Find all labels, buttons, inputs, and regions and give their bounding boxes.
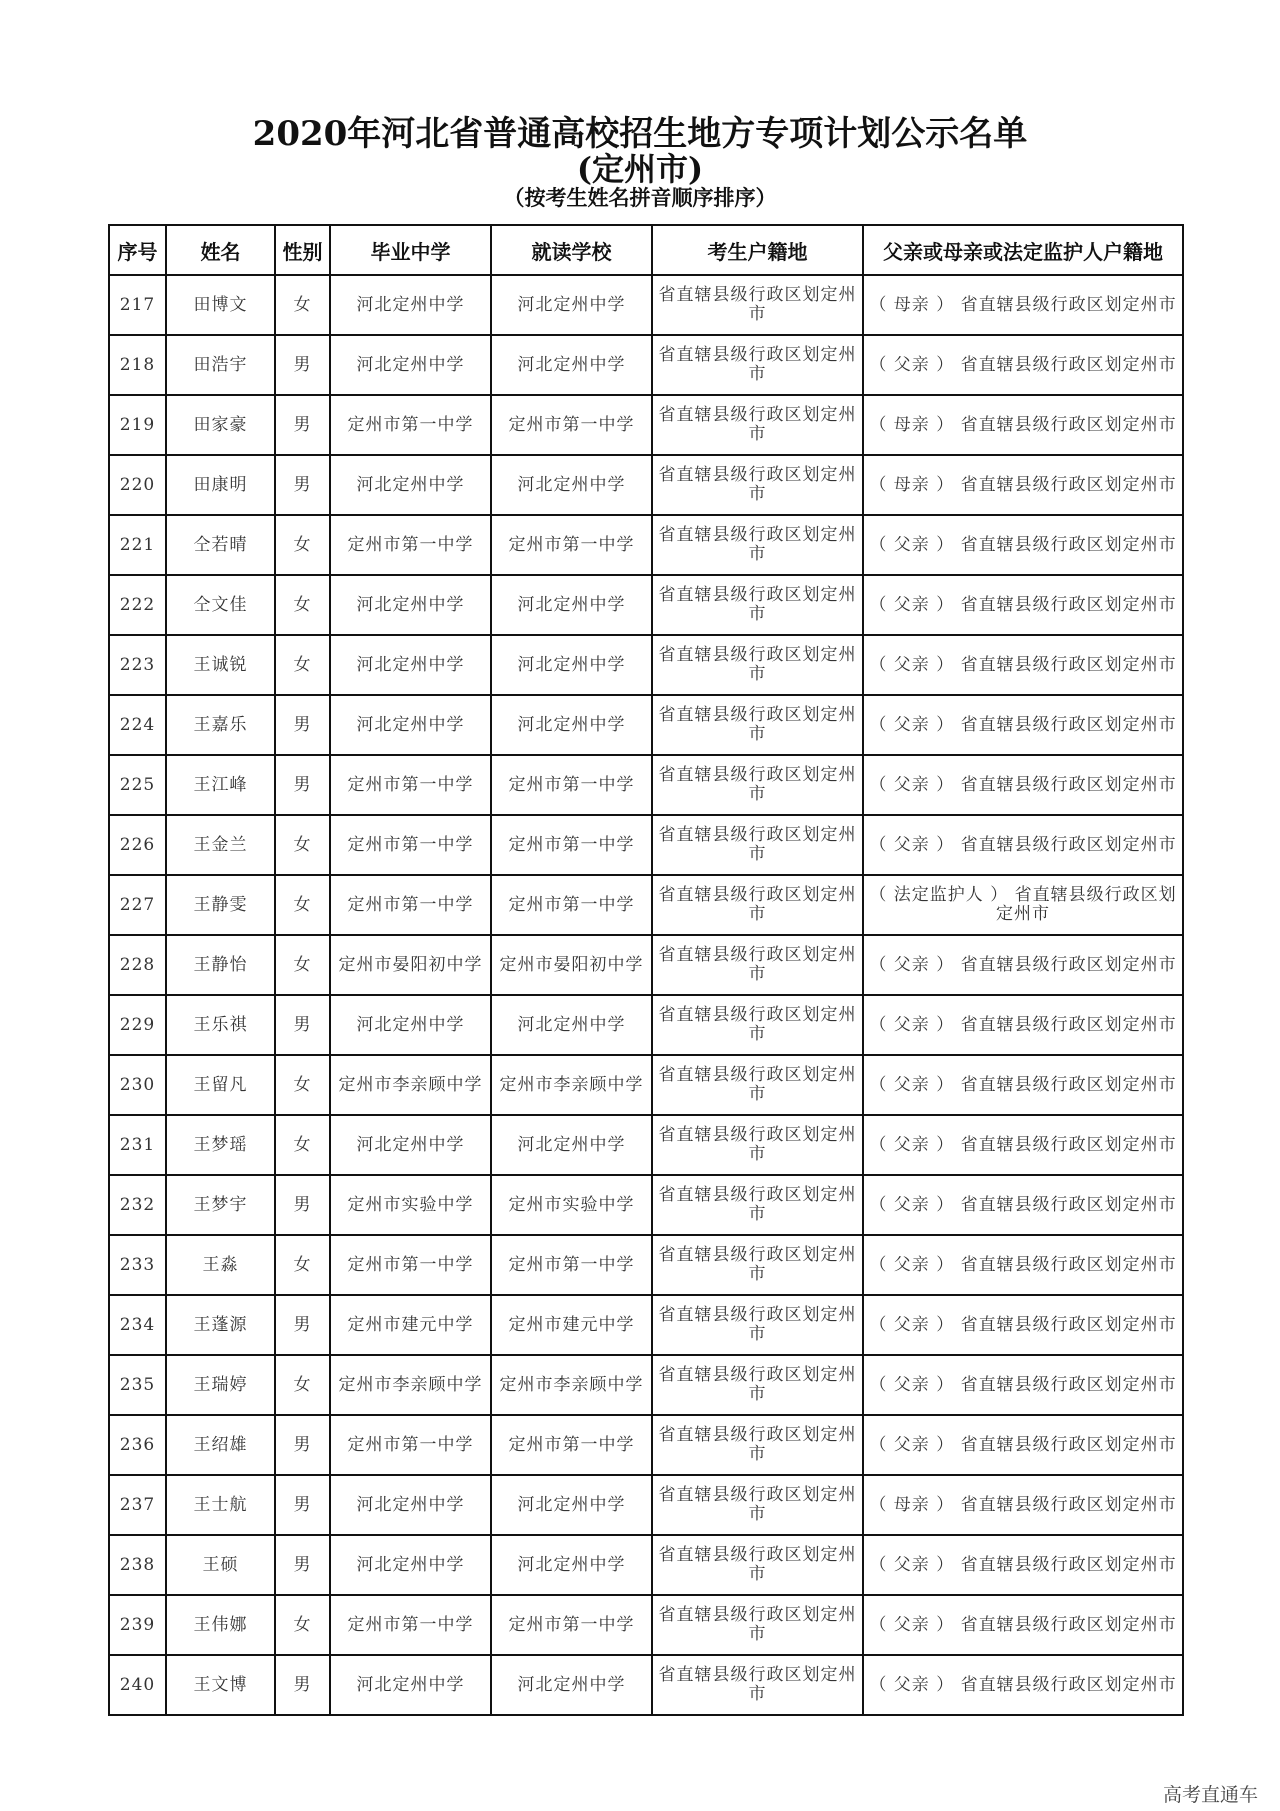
cell-index: 232	[109, 1175, 166, 1235]
cell-gender: 女	[275, 1055, 330, 1115]
cell-household: 省直辖县级行政区划定州市	[652, 1535, 863, 1595]
cell-current-school: 定州市李亲顾中学	[491, 1355, 652, 1415]
cell-name: 仝若晴	[166, 515, 275, 575]
cell-current-school: 河北定州中学	[491, 1655, 652, 1715]
cell-current-school: 河北定州中学	[491, 335, 652, 395]
cell-guardian-household: （ 父亲 ） 省直辖县级行政区划定州市	[863, 1055, 1183, 1115]
cell-current-school: 定州市第一中学	[491, 1235, 652, 1295]
cell-name: 王江峰	[166, 755, 275, 815]
cell-guardian-household: （ 父亲 ） 省直辖县级行政区划定州市	[863, 1535, 1183, 1595]
cell-gender: 男	[275, 995, 330, 1055]
cell-gender: 男	[275, 395, 330, 455]
cell-graduated-school: 定州市第一中学	[330, 755, 491, 815]
cell-household: 省直辖县级行政区划定州市	[652, 275, 863, 335]
cell-household: 省直辖县级行政区划定州市	[652, 1475, 863, 1535]
table-header-row	[109, 225, 1183, 275]
table-row	[109, 635, 1183, 695]
cell-gender: 男	[275, 335, 330, 395]
cell-gender: 女	[275, 1355, 330, 1415]
cell-household: 省直辖县级行政区划定州市	[652, 875, 863, 935]
table-row	[109, 815, 1183, 875]
cell-graduated-school: 定州市第一中学	[330, 1595, 491, 1655]
table-row	[109, 395, 1183, 455]
table-row	[109, 1595, 1183, 1655]
cell-graduated-school: 河北定州中学	[330, 1475, 491, 1535]
cell-index: 227	[109, 875, 166, 935]
cell-household: 省直辖县级行政区划定州市	[652, 995, 863, 1055]
table-row	[109, 1475, 1183, 1535]
cell-gender: 女	[275, 875, 330, 935]
col-header-graduated-school: 毕业中学	[330, 225, 491, 275]
cell-gender: 男	[275, 1655, 330, 1715]
cell-gender: 女	[275, 1595, 330, 1655]
cell-household: 省直辖县级行政区划定州市	[652, 635, 863, 695]
cell-index: 231	[109, 1115, 166, 1175]
cell-household: 省直辖县级行政区划定州市	[652, 755, 863, 815]
cell-household: 省直辖县级行政区划定州市	[652, 1415, 863, 1475]
cell-index: 236	[109, 1415, 166, 1475]
cell-index: 224	[109, 695, 166, 755]
cell-gender: 女	[275, 1115, 330, 1175]
cell-name: 王梦瑶	[166, 1115, 275, 1175]
cell-current-school: 定州市第一中学	[491, 875, 652, 935]
table-row	[109, 1415, 1183, 1475]
cell-household: 省直辖县级行政区划定州市	[652, 575, 863, 635]
cell-index: 226	[109, 815, 166, 875]
cell-name: 王金兰	[166, 815, 275, 875]
cell-guardian-household: （ 父亲 ） 省直辖县级行政区划定州市	[863, 755, 1183, 815]
cell-gender: 男	[275, 455, 330, 515]
cell-index: 218	[109, 335, 166, 395]
cell-graduated-school: 定州市李亲顾中学	[330, 1355, 491, 1415]
cell-current-school: 河北定州中学	[491, 1115, 652, 1175]
cell-household: 省直辖县级行政区划定州市	[652, 935, 863, 995]
cell-guardian-household: （ 父亲 ） 省直辖县级行政区划定州市	[863, 515, 1183, 575]
cell-current-school: 河北定州中学	[491, 575, 652, 635]
document-subtitle: (定州市)	[576, 150, 704, 188]
cell-name: 田浩宇	[166, 335, 275, 395]
cell-guardian-household: （ 父亲 ） 省直辖县级行政区划定州市	[863, 935, 1183, 995]
cell-gender: 女	[275, 635, 330, 695]
cell-current-school: 定州市实验中学	[491, 1175, 652, 1235]
cell-index: 229	[109, 995, 166, 1055]
col-header-guardian-household: 父亲或母亲或法定监护人户籍地	[863, 225, 1183, 275]
cell-current-school: 河北定州中学	[491, 995, 652, 1055]
cell-guardian-household: （ 父亲 ） 省直辖县级行政区划定州市	[863, 1295, 1183, 1355]
col-header-name: 姓名	[166, 225, 275, 275]
cell-guardian-household: （ 母亲 ） 省直辖县级行政区划定州市	[863, 395, 1183, 455]
cell-name: 王蓬源	[166, 1295, 275, 1355]
cell-current-school: 河北定州中学	[491, 635, 652, 695]
cell-current-school: 定州市第一中学	[491, 1415, 652, 1475]
cell-guardian-household: （ 母亲 ） 省直辖县级行政区划定州市	[863, 1475, 1183, 1535]
cell-current-school: 定州市第一中学	[491, 515, 652, 575]
cell-graduated-school: 河北定州中学	[330, 1655, 491, 1715]
cell-household: 省直辖县级行政区划定州市	[652, 1655, 863, 1715]
cell-guardian-household: （ 母亲 ） 省直辖县级行政区划定州市	[863, 455, 1183, 515]
cell-name: 王绍雄	[166, 1415, 275, 1475]
cell-current-school: 定州市第一中学	[491, 755, 652, 815]
cell-index: 222	[109, 575, 166, 635]
cell-current-school: 定州市第一中学	[491, 815, 652, 875]
cell-graduated-school: 河北定州中学	[330, 575, 491, 635]
cell-gender: 男	[275, 695, 330, 755]
cell-graduated-school: 定州市第一中学	[330, 1415, 491, 1475]
cell-graduated-school: 河北定州中学	[330, 335, 491, 395]
cell-gender: 女	[275, 815, 330, 875]
cell-index: 239	[109, 1595, 166, 1655]
cell-guardian-household: （ 父亲 ） 省直辖县级行政区划定州市	[863, 575, 1183, 635]
col-header-current-school: 就读学校	[491, 225, 652, 275]
cell-household: 省直辖县级行政区划定州市	[652, 1355, 863, 1415]
cell-guardian-household: （ 父亲 ） 省直辖县级行政区划定州市	[863, 995, 1183, 1055]
cell-name: 王留凡	[166, 1055, 275, 1115]
cell-guardian-household: （ 父亲 ） 省直辖县级行政区划定州市	[863, 335, 1183, 395]
table-row	[109, 935, 1183, 995]
cell-household: 省直辖县级行政区划定州市	[652, 335, 863, 395]
cell-name: 王诚锐	[166, 635, 275, 695]
table-row	[109, 755, 1183, 815]
cell-guardian-household: （ 父亲 ） 省直辖县级行政区划定州市	[863, 1595, 1183, 1655]
sort-note: （按考生姓名拼音顺序排序）	[503, 185, 777, 210]
cell-household: 省直辖县级行政区划定州市	[652, 1175, 863, 1235]
cell-index: 219	[109, 395, 166, 455]
cell-gender: 男	[275, 1475, 330, 1535]
cell-graduated-school: 定州市晏阳初中学	[330, 935, 491, 995]
table-row	[109, 1535, 1183, 1595]
cell-guardian-household: （ 法定监护人 ） 省直辖县级行政区划定州市	[863, 875, 1183, 935]
col-header-index: 序号	[109, 225, 166, 275]
cell-current-school: 河北定州中学	[491, 275, 652, 335]
cell-graduated-school: 定州市第一中学	[330, 815, 491, 875]
cell-graduated-school: 河北定州中学	[330, 1535, 491, 1595]
cell-index: 234	[109, 1295, 166, 1355]
cell-current-school: 定州市第一中学	[491, 395, 652, 455]
cell-name: 王静怡	[166, 935, 275, 995]
cell-gender: 男	[275, 1535, 330, 1595]
cell-household: 省直辖县级行政区划定州市	[652, 1235, 863, 1295]
cell-gender: 女	[275, 575, 330, 635]
col-header-household: 考生户籍地	[652, 225, 863, 275]
cell-current-school: 定州市晏阳初中学	[491, 935, 652, 995]
cell-name: 王士航	[166, 1475, 275, 1535]
cell-name: 王硕	[166, 1535, 275, 1595]
cell-guardian-household: （ 父亲 ） 省直辖县级行政区划定州市	[863, 635, 1183, 695]
cell-graduated-school: 定州市实验中学	[330, 1175, 491, 1235]
cell-gender: 男	[275, 755, 330, 815]
cell-graduated-school: 河北定州中学	[330, 1115, 491, 1175]
table-row	[109, 1295, 1183, 1355]
col-header-gender: 性别	[275, 225, 330, 275]
cell-household: 省直辖县级行政区划定州市	[652, 1115, 863, 1175]
cell-household: 省直辖县级行政区划定州市	[652, 1295, 863, 1355]
cell-index: 233	[109, 1235, 166, 1295]
cell-gender: 女	[275, 515, 330, 575]
cell-name: 王嘉乐	[166, 695, 275, 755]
cell-index: 225	[109, 755, 166, 815]
cell-index: 228	[109, 935, 166, 995]
cell-index: 235	[109, 1355, 166, 1415]
cell-name: 王梦宇	[166, 1175, 275, 1235]
cell-graduated-school: 定州市第一中学	[330, 875, 491, 935]
cell-household: 省直辖县级行政区划定州市	[652, 815, 863, 875]
cell-name: 仝文佳	[166, 575, 275, 635]
cell-guardian-household: （ 父亲 ） 省直辖县级行政区划定州市	[863, 1175, 1183, 1235]
watermark: 高考直通车	[1162, 1784, 1258, 1806]
table-row	[109, 1175, 1183, 1235]
cell-graduated-school: 定州市建元中学	[330, 1295, 491, 1355]
cell-household: 省直辖县级行政区划定州市	[652, 455, 863, 515]
cell-guardian-household: （ 母亲 ） 省直辖县级行政区划定州市	[863, 275, 1183, 335]
cell-graduated-school: 定州市第一中学	[330, 1235, 491, 1295]
cell-guardian-household: （ 父亲 ） 省直辖县级行政区划定州市	[863, 1355, 1183, 1415]
cell-graduated-school: 河北定州中学	[330, 455, 491, 515]
cell-current-school: 河北定州中学	[491, 695, 652, 755]
cell-graduated-school: 定州市第一中学	[330, 395, 491, 455]
cell-index: 230	[109, 1055, 166, 1115]
cell-gender: 男	[275, 1415, 330, 1475]
cell-current-school: 定州市第一中学	[491, 1595, 652, 1655]
cell-name: 王文博	[166, 1655, 275, 1715]
cell-household: 省直辖县级行政区划定州市	[652, 1595, 863, 1655]
table-row	[109, 1655, 1183, 1715]
roster-table	[108, 224, 1184, 1716]
cell-name: 王静雯	[166, 875, 275, 935]
cell-graduated-school: 定州市第一中学	[330, 515, 491, 575]
cell-current-school: 定州市李亲顾中学	[491, 1055, 652, 1115]
cell-name: 田博文	[166, 275, 275, 335]
cell-gender: 女	[275, 275, 330, 335]
cell-gender: 女	[275, 1235, 330, 1295]
table-row	[109, 275, 1183, 335]
table-row	[109, 1055, 1183, 1115]
cell-index: 240	[109, 1655, 166, 1715]
cell-graduated-school: 河北定州中学	[330, 275, 491, 335]
cell-graduated-school: 定州市李亲顾中学	[330, 1055, 491, 1115]
table-row	[109, 575, 1183, 635]
table-row	[109, 515, 1183, 575]
cell-gender: 男	[275, 1175, 330, 1235]
cell-household: 省直辖县级行政区划定州市	[652, 695, 863, 755]
cell-graduated-school: 河北定州中学	[330, 635, 491, 695]
cell-index: 220	[109, 455, 166, 515]
cell-graduated-school: 河北定州中学	[330, 995, 491, 1055]
cell-index: 223	[109, 635, 166, 695]
table-row	[109, 1115, 1183, 1175]
cell-gender: 男	[275, 1295, 330, 1355]
cell-name: 田家豪	[166, 395, 275, 455]
cell-index: 238	[109, 1535, 166, 1595]
table-row	[109, 875, 1183, 935]
cell-current-school: 河北定州中学	[491, 1475, 652, 1535]
cell-index: 237	[109, 1475, 166, 1535]
cell-guardian-household: （ 父亲 ） 省直辖县级行政区划定州市	[863, 1115, 1183, 1175]
table-row	[109, 695, 1183, 755]
cell-current-school: 河北定州中学	[491, 1535, 652, 1595]
table-row	[109, 1235, 1183, 1295]
cell-index: 221	[109, 515, 166, 575]
cell-name: 王伟娜	[166, 1595, 275, 1655]
cell-name: 田康明	[166, 455, 275, 515]
table-row	[109, 335, 1183, 395]
cell-name: 王乐祺	[166, 995, 275, 1055]
cell-guardian-household: （ 父亲 ） 省直辖县级行政区划定州市	[863, 1655, 1183, 1715]
cell-current-school: 定州市建元中学	[491, 1295, 652, 1355]
cell-name: 王淼	[166, 1235, 275, 1295]
cell-name: 王瑞婷	[166, 1355, 275, 1415]
cell-household: 省直辖县级行政区划定州市	[652, 395, 863, 455]
cell-guardian-household: （ 父亲 ） 省直辖县级行政区划定州市	[863, 1415, 1183, 1475]
cell-household: 省直辖县级行政区划定州市	[652, 515, 863, 575]
table-row	[109, 995, 1183, 1055]
cell-graduated-school: 河北定州中学	[330, 695, 491, 755]
cell-household: 省直辖县级行政区划定州市	[652, 1055, 863, 1115]
document-title: 2020年河北省普通高校招生地方专项计划公示名单	[252, 114, 1028, 154]
cell-gender: 女	[275, 935, 330, 995]
table-row	[109, 455, 1183, 515]
cell-index: 217	[109, 275, 166, 335]
table-row	[109, 1355, 1183, 1415]
cell-guardian-household: （ 父亲 ） 省直辖县级行政区划定州市	[863, 1235, 1183, 1295]
cell-current-school: 河北定州中学	[491, 455, 652, 515]
cell-guardian-household: （ 父亲 ） 省直辖县级行政区划定州市	[863, 815, 1183, 875]
cell-guardian-household: （ 父亲 ） 省直辖县级行政区划定州市	[863, 695, 1183, 755]
